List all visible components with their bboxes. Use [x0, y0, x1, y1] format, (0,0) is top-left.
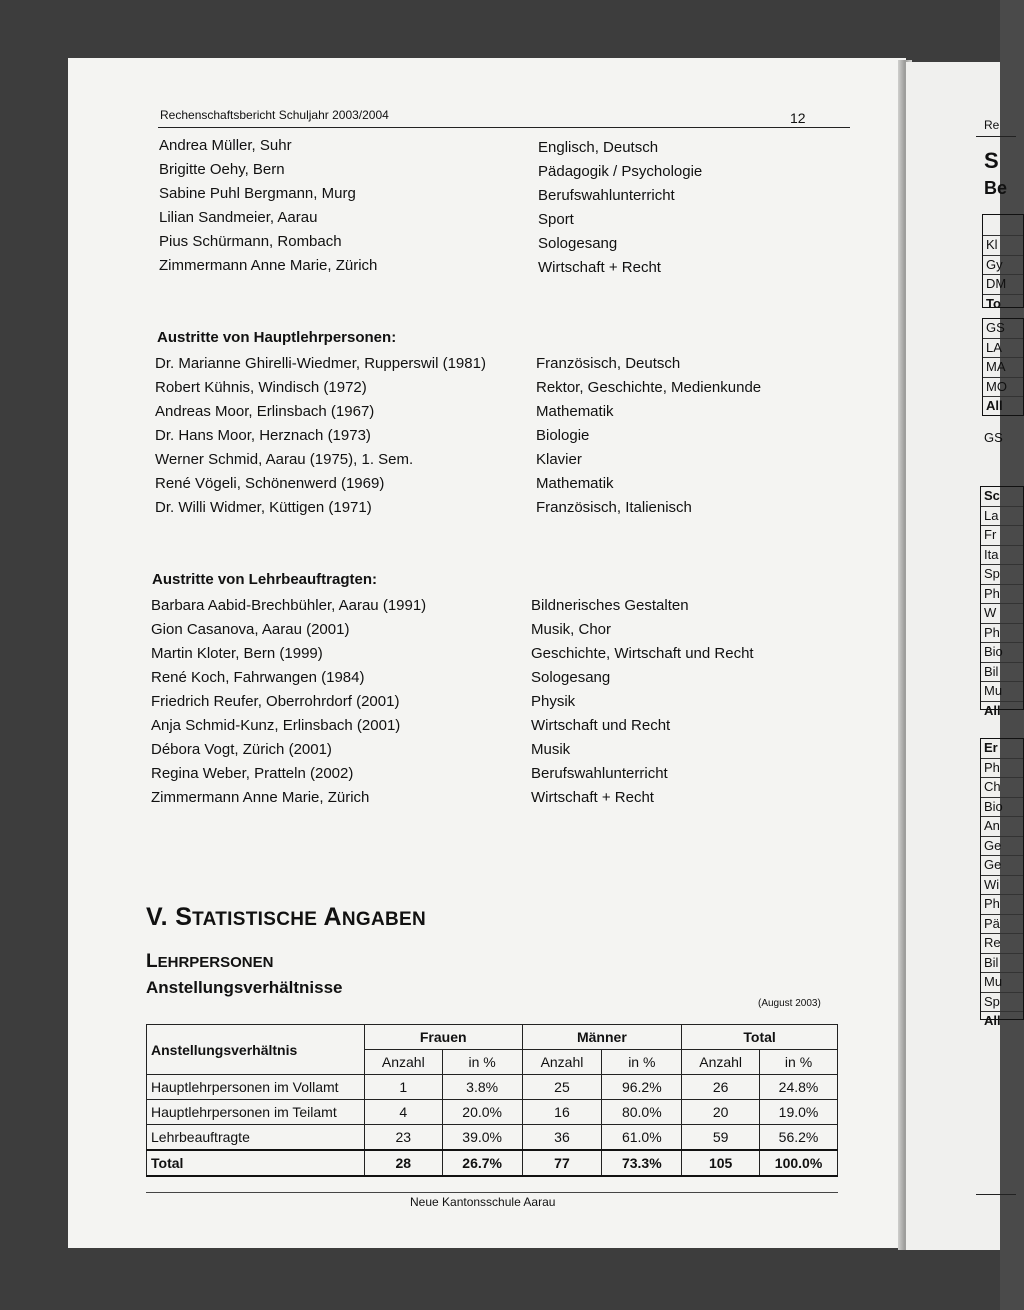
section-heading: Austritte von Hauptlehrpersonen:: [157, 329, 397, 346]
table-cell: 19.0%: [760, 1100, 838, 1125]
running-header: Rechenschaftsbericht Schuljahr 2003/2004: [160, 108, 389, 122]
table-cell: 100.0%: [760, 1150, 838, 1176]
list-item: Physik: [531, 693, 576, 710]
group-header: Frauen: [364, 1025, 522, 1050]
facing-page-fragment: [906, 62, 1008, 1250]
list-item: Débora Vogt, Zürich (2001): [151, 741, 332, 758]
austritte-lehr-section: [152, 568, 377, 592]
table-title: Anstellungsverhältnisse: [146, 978, 343, 997]
austritte-lehr-names: [151, 594, 426, 810]
list-item: Französisch, Deutsch: [536, 355, 681, 372]
table-cell: 25: [522, 1075, 602, 1100]
list-item: Klavier: [536, 451, 582, 468]
table-cell: 96.2%: [602, 1075, 682, 1100]
list-item: Berufswahlunterricht: [538, 187, 675, 204]
facing-footer-rule: [976, 1194, 1016, 1195]
employment-table: [146, 1024, 838, 1177]
table-cell: 20: [682, 1100, 760, 1125]
list-item: Rektor, Geschichte, Medienkunde: [536, 379, 762, 396]
list-item: Werner Schmid, Aarau (1975), 1. Sem.: [155, 451, 414, 468]
list-item: Dr. Hans Moor, Herznach (1973): [155, 427, 371, 444]
table-cell: 80.0%: [602, 1100, 682, 1125]
page-footer: Neue Kantonsschule Aarau: [410, 1195, 556, 1209]
list-item: Gion Casanova, Aarau (2001): [151, 621, 350, 638]
table-cell: 56.2%: [760, 1125, 838, 1151]
list-item: Brigitte Oehy, Bern: [159, 161, 285, 178]
section-title: V. STATISTISCHE ANGABEN: [146, 903, 427, 931]
list-item: Wirtschaft + Recht: [531, 789, 654, 806]
table-cell: 4: [364, 1100, 442, 1125]
facing-subtitle: Be: [984, 178, 1008, 198]
column-header: in %: [760, 1050, 838, 1075]
list-item: Berufswahlunterricht: [531, 765, 668, 782]
list-item: Martin Kloter, Bern (1999): [151, 645, 323, 662]
list-item: Anja Schmid-Kunz, Erlinsbach (2001): [151, 717, 401, 734]
row-label: Hauptlehrpersonen im Vollamt: [147, 1075, 365, 1100]
column-header: Anzahl: [364, 1050, 442, 1075]
facing-table-1: Kl Gy DM To: [982, 214, 1024, 308]
facing-title: S: [984, 148, 999, 173]
facing-table-2: GS LA MA MO All: [982, 318, 1024, 416]
facing-header: Re: [984, 118, 1000, 132]
list-item: Biologie: [536, 427, 590, 444]
list-item: Regina Weber, Pratteln (2002): [151, 765, 354, 782]
list-item: Mathematik: [536, 403, 614, 420]
row-label: Hauptlehrpersonen im Teilamt: [147, 1100, 365, 1125]
table-cell: 23: [364, 1125, 442, 1151]
list-item: Pädagogik / Psychologie: [538, 163, 703, 180]
list-item: Andrea Müller, Suhr: [159, 137, 292, 154]
document-page: [68, 58, 906, 1248]
subsection-title: LEHRPERSONEN: [146, 951, 274, 972]
table-cell: 73.3%: [602, 1150, 682, 1176]
list-item: Andreas Moor, Erlinsbach (1967): [155, 403, 375, 420]
top-list-subjects: [538, 136, 702, 280]
list-item: Bildnerisches Gestalten: [531, 597, 689, 614]
table-row: [147, 1075, 838, 1100]
table-cell: 28: [364, 1150, 442, 1176]
list-item: Zimmermann Anne Marie, Zürich: [159, 257, 378, 274]
row-header: Anstellungsverhältnis: [147, 1025, 365, 1075]
header-rule: [158, 127, 850, 128]
list-item: Sologesang: [538, 235, 618, 252]
table-row: [147, 1100, 838, 1125]
footer-rule: [146, 1192, 838, 1193]
list-item: Robert Kühnis, Windisch (1972): [155, 379, 367, 396]
row-label: Total: [147, 1150, 365, 1176]
table-cell: 59: [682, 1125, 760, 1151]
table-cell: 24.8%: [760, 1075, 838, 1100]
list-item: Barbara Aabid-Brechbühler, Aarau (1991): [151, 597, 427, 614]
table-cell: 26: [682, 1075, 760, 1100]
list-item: Wirtschaft und Recht: [531, 717, 671, 734]
table-cell: 36: [522, 1125, 602, 1151]
row-label: Lehrbeauftragte: [147, 1125, 365, 1151]
column-header: Anzahl: [682, 1050, 760, 1075]
column-header: in %: [442, 1050, 522, 1075]
austritte-haupt-subjects: [536, 352, 761, 520]
list-item: Französisch, Italienisch: [536, 499, 692, 516]
group-header: Total: [682, 1025, 838, 1050]
list-item: René Vögeli, Schönenwerd (1969): [155, 475, 385, 492]
facing-header-rule: [976, 136, 1016, 137]
table-cell: 77: [522, 1150, 602, 1176]
section-heading: Austritte von Lehrbeauftragten:: [152, 571, 378, 588]
austritte-lehr-subjects: [531, 594, 754, 810]
table-cell: 20.0%: [442, 1100, 522, 1125]
list-item: Lilian Sandmeier, Aarau: [159, 209, 318, 226]
list-item: Wirtschaft + Recht: [538, 259, 661, 276]
facing-table-3: Sc La Fr Ita Sp Ph W Ph Bio Bil Mu All: [980, 486, 1024, 710]
list-item: Dr. Willi Widmer, Küttigen (1971): [155, 499, 372, 516]
top-list-names: [159, 134, 377, 278]
column-header: Anzahl: [522, 1050, 602, 1075]
page-number: 12: [790, 110, 806, 126]
list-item: Geschichte, Wirtschaft und Recht: [531, 645, 754, 662]
list-item: Pius Schürmann, Rombach: [159, 233, 342, 250]
list-item: Englisch, Deutsch: [538, 139, 659, 156]
list-item: Musik, Chor: [531, 621, 612, 638]
list-item: Mathematik: [536, 475, 614, 492]
table-cell: 1: [364, 1075, 442, 1100]
table-cell: 16: [522, 1100, 602, 1125]
list-item: Musik: [531, 741, 571, 758]
table-row: [147, 1125, 838, 1151]
group-header: Männer: [522, 1025, 682, 1050]
table-cell: 61.0%: [602, 1125, 682, 1151]
list-item: Sologesang: [531, 669, 611, 686]
austritte-haupt-names: [155, 352, 486, 520]
table-total-row: [147, 1150, 838, 1176]
table-cell: 3.8%: [442, 1075, 522, 1100]
column-header: in %: [602, 1050, 682, 1075]
list-item: Sabine Puhl Bergmann, Murg: [159, 185, 356, 202]
list-item: Sport: [538, 211, 574, 228]
list-item: René Koch, Fahrwangen (1984): [151, 669, 365, 686]
austritte-haupt-section: [157, 326, 396, 350]
list-item: Friedrich Reufer, Oberrohrdorf (2001): [151, 693, 400, 710]
list-item: Zimmermann Anne Marie, Zürich: [151, 789, 370, 806]
table-cell: 39.0%: [442, 1125, 522, 1151]
table-cell: 105: [682, 1150, 760, 1176]
date-note: (August 2003): [758, 998, 821, 1009]
facing-note: GS: [984, 430, 1003, 445]
facing-table-4: Er Ph Ch Bio An Ge Ge Wi Ph Pä Re Bil Mu Sp All: [980, 738, 1024, 1020]
table-cell: 26.7%: [442, 1150, 522, 1176]
list-item: Dr. Marianne Ghirelli-Wiedmer, Rupperswil (1981): [155, 355, 486, 372]
